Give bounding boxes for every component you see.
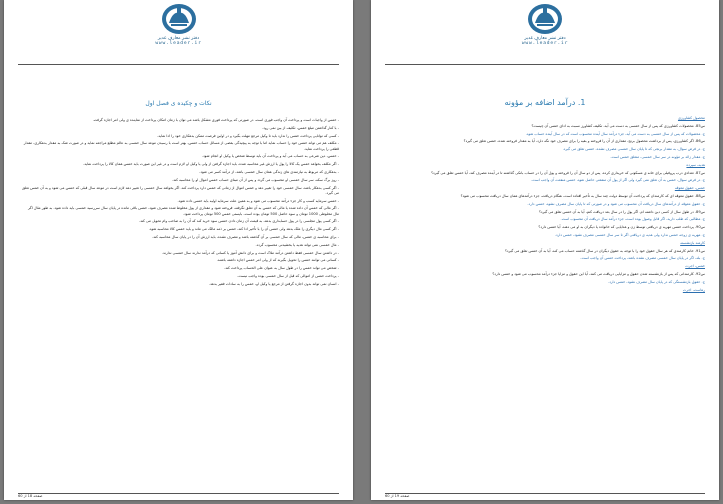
paragraph: - خمس از واجبات است و پرداخت آن واجب فوری است، در صورتی که پرداخت فوری مشکل باشد می توان با زمان امکان پرداخت از نماینده ی ولی امر اجازه گرفت. xyxy=(22,118,339,123)
answer-paragraph: ج. محصولات که پس از سال خمسی به دست می آید، جزء درآمد سال آینده محسوب است که در سال آینده حساب شود. xyxy=(525,131,705,136)
section-heading: محصول کشاورزی xyxy=(677,116,705,120)
paragraph: - روز برگ سکه، سر سال خمسی او محسوب می گردد و پس از آن مبنای حساب خمس اموال او را محاسبه کند. xyxy=(22,178,339,183)
answer-paragraph: ج. بله، اگر در پایان سال خمسی مصرف نشده باشد، پرداخت خمس آن واجب است. xyxy=(580,256,705,261)
paragraph: - اگر مالی که خمس آن داده شده یا مالی که خمس به آن تعلق نگرفته، فروخته شود و مقداری از پول مخلوط شده مصرف شود، خمس باقی مانده در پایان سال سررسید خمسی باید داده شود. به طور مثال اگر مال مخلوطی 1000 تومان و سود حاصل 500 تومان بوده است، بایستی خمس 500 تومان پرداخت شود. xyxy=(22,206,339,216)
question-paragraph: س88. حقوق معوقه ای که کارمندان که پرداخت آن توسط دولت چند سال به تأخیر افتاده است، هنگام دریافت، جزء درآمدهای همان سال دریافت محسوب می شود؟ xyxy=(460,193,705,198)
answer-paragraph: ج. مقدار زائد بر مؤونه در سر سال خمسی، متعلق خمس است. xyxy=(610,154,705,159)
page-title: 1. درآمد اضافه بر مؤونه xyxy=(504,98,586,107)
paragraph: - کسانی می توانند خمس را تحویل بگیرند که از ولی امر خمس اجازه داشته باشند. xyxy=(22,258,339,263)
document-page-right xyxy=(371,0,719,500)
question-paragraph: س86. اگر کشاورزی، پس از برداشت محصول برنج، مقداری از آن را فروخته و بقیه را برای مصرف خود نگه دارد، آیا به مقدار فروخته شده، خمس تعلق می گیرد؟ xyxy=(463,139,705,144)
logo-subtitle: دفتر نشر معارف غدیر xyxy=(157,36,200,41)
section-heading: کارمند بازنشسته xyxy=(680,240,705,245)
document-page-left xyxy=(4,0,353,500)
leader-logo xyxy=(510,3,580,46)
answer-paragraph: ج. در فرض سوال، به مقدار برنجی که تا پایان سال خمسی مصرف نشده، خمس تعلق می گیرد. xyxy=(562,147,705,152)
question-paragraph: س85. محصولات کشاورزی که پس از سال خمسی به دست می آید، تکلیف کشاورز نسبت به ادای خمس آن چیست؟ xyxy=(531,123,705,128)
logo-url: www.leader.ir xyxy=(521,41,569,46)
paragraph: - کسی که توانایی پرداخت خمس را ندارد باید تا وکیل مرجع مهلت بگیرد و در اولین فرصت ممکن بدهکاری خود را ادا نماید. xyxy=(22,134,339,139)
page-footer: صفحه 19 از 60 xyxy=(385,494,410,498)
question-paragraph: س87. تعدادی درب پروفیلی برای خانه ی مسکونی که خریداری کرده، پس از دو سال آن را فروخته و پول آن را در حساب بانکی گذاشته تا در آینده مصرف کند، آیا خمس تعلق می گیرد؟ xyxy=(431,170,705,175)
paragraph: - خمس سرمایه کسب و کار جزء درآمد محسوب می شود و به همین علت سرمایه اولیه باید خمس داده شود. xyxy=(22,199,339,204)
paragraph: - بدهکاری که مربوط به نیازمندی های زندگی همان سال خمسی باشد، از درآمد کسر می شود. xyxy=(22,170,339,175)
paragraph: - اگر کسی پول مجلسی را در پول حسابداری بدهد، به قیمت آن زمان دادن خمس سود خرید کند که آن را به صاحب وام تحویل می کند. xyxy=(22,219,339,224)
section-heading: هدیه، سپرده xyxy=(686,162,705,167)
question-paragraph: س92. کارمندانی که پس از بازنشسته شدن حقوق و مزایایی دریافت می کنند، آیا این حقوق و مزایا جزء درآمد محسوب می شود و خمس دارد؟ xyxy=(492,271,705,276)
answer-paragraph: ج. حقوق معوقه از درآمدهای سال دریافت آن محسوب می شود و در صورتی که تا پایان سال مصرف نشود، خمس دارد. xyxy=(527,201,705,206)
logo-subtitle: دفتر نشر معارف غدیر xyxy=(524,36,566,41)
leader-emblem-icon xyxy=(161,3,197,35)
section-heading: خمس، حقوق معوقه xyxy=(674,186,705,191)
page-title: نکات و چکیده ی فصل اول xyxy=(145,100,212,107)
question-paragraph: س89. در طول سال از کسی دین داشته ام، اگر پول را در سال بعد دریافت کنم، آیا به آن خمس تعلق می گیرد؟ xyxy=(538,209,705,214)
header-divider xyxy=(18,64,339,65)
paragraph: - مکلف هم می تواند خمس خود را حساب نماید اما با توجه به پیچیدگی بعضی از مسائل حساب خمس، بهتر است با رسیدن موعد سال خمسی به عالم مطلع مراجعه نماید و در صورت شک به مقدار بدهکاری، مقدار قطعی را پرداخت نماید. xyxy=(22,141,339,151)
paragraph: - اگر کسی بدهکار باشد، سال خمسی خود را تغییر دهد و خمس اموال از زمانی که خمس دارد پرداخت کند. اگر بخواهد سال خمسی را تغییر دهد لازم است در موعد سال قبلی که خمس می شود و به آن خمس تعلق می گیرد. xyxy=(22,186,339,196)
section-heading: رهاست، اجرت xyxy=(682,287,705,292)
left-body-text xyxy=(22,118,339,290)
answer-paragraph: ج. در فرض سوال، خمس به آن تعلق نمی گیرد ولی اگر از پول آن منفعتی حاصل شود، خمس منفعت آن واجب است. xyxy=(531,178,705,183)
answer-paragraph: ج. مهریه ی زوجه خمس ندارد ولی هدیه ی دریافتی اگر تا سر سال خمسی مصرف نشود، خمس دارد. xyxy=(554,232,705,237)
paragraph: - مال خمسی نمی تواند هدیه یا بخشیدنی محسوب گردد. xyxy=(22,243,339,248)
paragraph: - پرداخت خمس از اموالی که قبل از سال خمسی بوده واجب نیست. xyxy=(22,274,339,279)
page-footer: صفحه 18 از 60 xyxy=(18,494,43,498)
paragraph: - انسان نمی تواند بدون اجازه گرفتن از مرجع یا وکیل او، خمس را به سادات فقیر بدهد. xyxy=(22,282,339,287)
paragraph: - اگر مکلف بخواهد خمس یک کالا را پول یا ارزش غیر محاسبه شده، باید اجازه گرفتن از ولی یا وکیل او لازم است و در غیر این صورت باید خمس همان کالا را پرداخت نماید. xyxy=(22,162,339,167)
paragraph: - برای محاسبه ی خمس، مالی که سال خمسی بر آن گذشته باشد و مصرف نشده، باید ارزش آن را در پایان سال محاسبه کند. xyxy=(22,235,339,240)
header-divider xyxy=(385,64,705,65)
paragraph: - شخص می تواند خمس را در طول سال به عنوان علی الحساب پرداخت کند. xyxy=(22,266,339,271)
footer-divider xyxy=(18,493,339,494)
answer-paragraph: ج. حقوق بازنشستگی که در پایان سال مصرف نشود، خمس دارد. xyxy=(608,279,705,284)
right-body-text xyxy=(389,116,705,295)
question-paragraph: س91. خانم کارمندی که هر سال حقوق خود را با توجه به حقوق دیگران در سال گذشته حساب می کند، آیا به آن خمس تعلق می گیرد؟ xyxy=(504,248,705,253)
answer-paragraph: ج. مطالبی که طلب دارید، اگر قابل وصول بوده است، جزء درآمد سال دریافت آن محسوب است. xyxy=(560,217,705,222)
question-paragraph: س90. پرداخت خمس مهریه ی دریافتی توسط زن و هدایایی که خانواده یا دیگران به او می دهند، آیا خمس دارد؟ xyxy=(538,225,705,230)
footer-divider xyxy=(385,493,705,494)
section-heading: خمس، اجرت xyxy=(685,264,705,269)
leader-logo xyxy=(144,3,214,46)
paragraph: - خمس، دین شرعی به حساب می آید و پرداخت آن باید توسط شخص یا وکیل او انجام شود. xyxy=(22,154,339,159)
paragraph: - با کنار گذاشتن مبلغ خمس، تکلیف از بین نمی رود. xyxy=(22,126,339,131)
leader-emblem-icon xyxy=(527,3,563,35)
logo-url: www.leader.ir xyxy=(155,41,202,46)
paragraph: - در داشتن سال خمسی فقط داشتن درآمد ملاک است و برای دانش آموز یا کسانی که درآمد ندارند سال خمسی ندارند. xyxy=(22,251,339,256)
paragraph: - اگر کسی مال دیگری را ملک بدهد ولی خمس آن را با تأخیر ادا کند، خمس بر ذمه مالک می ماند و باید خمس کالا محاسبه شود. xyxy=(22,227,339,232)
